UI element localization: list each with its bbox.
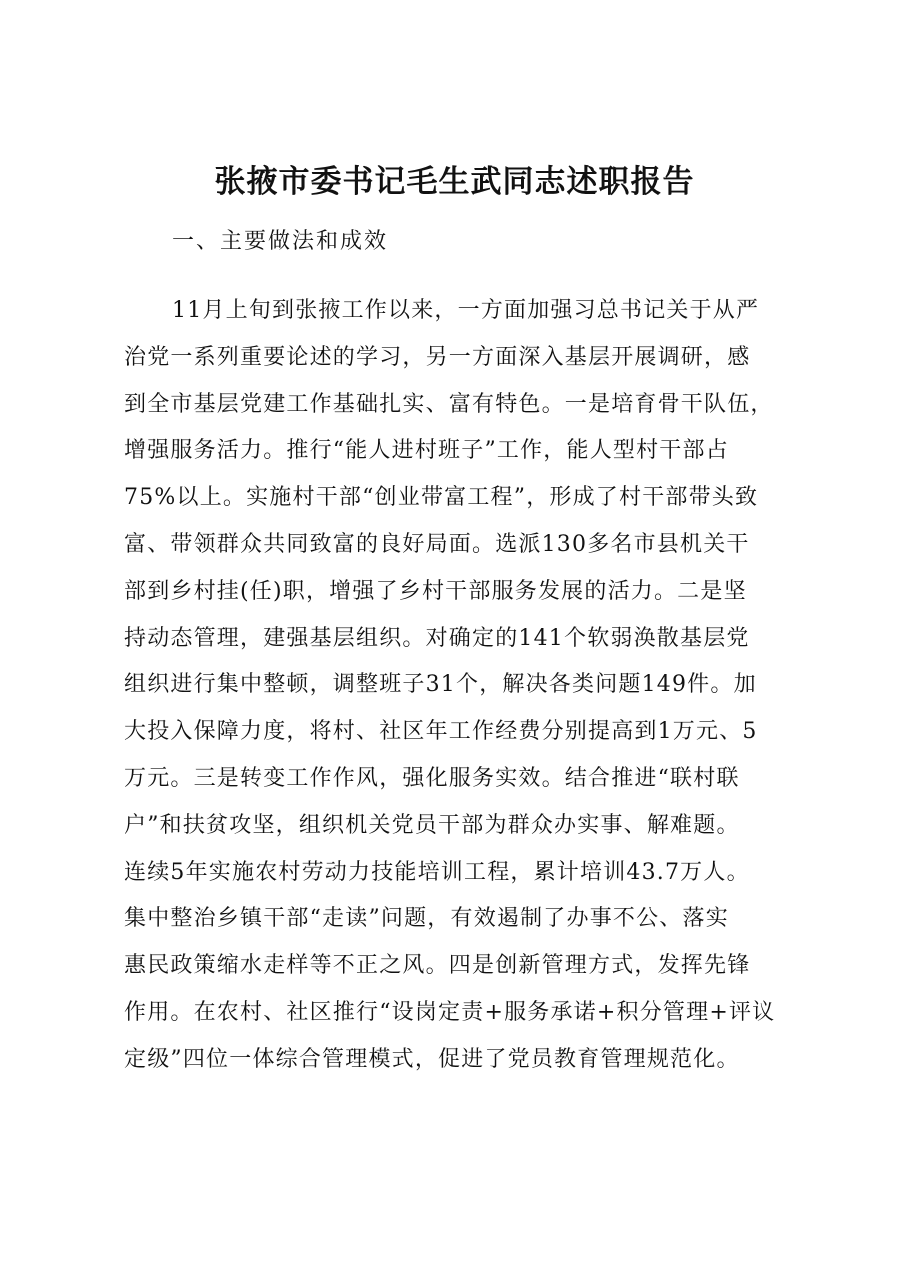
paragraph-line: 万元。三是转变工作作风，强化服务实效。结合推进“联村联 (124, 765, 740, 791)
paragraph-line: 11月上旬到张掖工作以来，一方面加强习总书记关于从严 (172, 298, 760, 323)
paragraph-line: 惠民政策缩水走样等不正之风。四是创新管理方式，发挥先锋 (124, 953, 751, 979)
paragraph-line: 户”和扶贫攻坚，组织机关党员干部为群众办实事、解难题。 (124, 812, 740, 838)
paragraph-line: 到全市基层党建工作基础扎实、富有特色。一是培育骨干队伍， (124, 391, 774, 417)
paragraph-line: 富、带领群众共同致富的良好局面。选派130多名市县机关干 (124, 531, 750, 557)
paragraph-line: 部到乡村挂(任)职，增强了乡村干部服务发展的活力。二是坚 (124, 578, 747, 604)
document-title: 张掖市委书记毛生武同志述职报告 (214, 164, 695, 200)
paragraph-line: 持动态管理，建强基层组织。对确定的141个软弱涣散基层党 (124, 625, 750, 651)
section-heading: 一、主要做法和成效 (172, 229, 389, 254)
paragraph-line: 75%以上。实施村干部“创业带富工程”，形成了村干部带头致 (124, 485, 759, 511)
body-paragraph (124, 288, 824, 1084)
paragraph-line: 作用。在农村、社区推行“设岗定责+服务承诺+积分管理+评议 (124, 999, 776, 1025)
paragraph-line: 增强服务活力。推行“能人进村班子”工作，能人型村干部占 (124, 438, 729, 464)
paragraph-line: 组织进行集中整顿，调整班子31个，解决各类问题149件。加 (124, 672, 757, 698)
paragraph-line: 定级”四位一体综合管理模式，促进了党员教育管理规范化。 (124, 1046, 740, 1072)
paragraph-line: 连续5年实施农村劳动力技能培训工程，累计培训43.7万人。 (124, 859, 750, 885)
paragraph-line: 大投入保障力度，将村、社区年工作经费分别提高到1万元、5 (124, 719, 758, 745)
paragraph-line: 治党一系列重要论述的学习，另一方面深入基层开展调研，感 (124, 344, 751, 370)
paragraph-line: 集中整治乡镇干部“走读”问题，有效遏制了办事不公、落实 (124, 906, 729, 932)
